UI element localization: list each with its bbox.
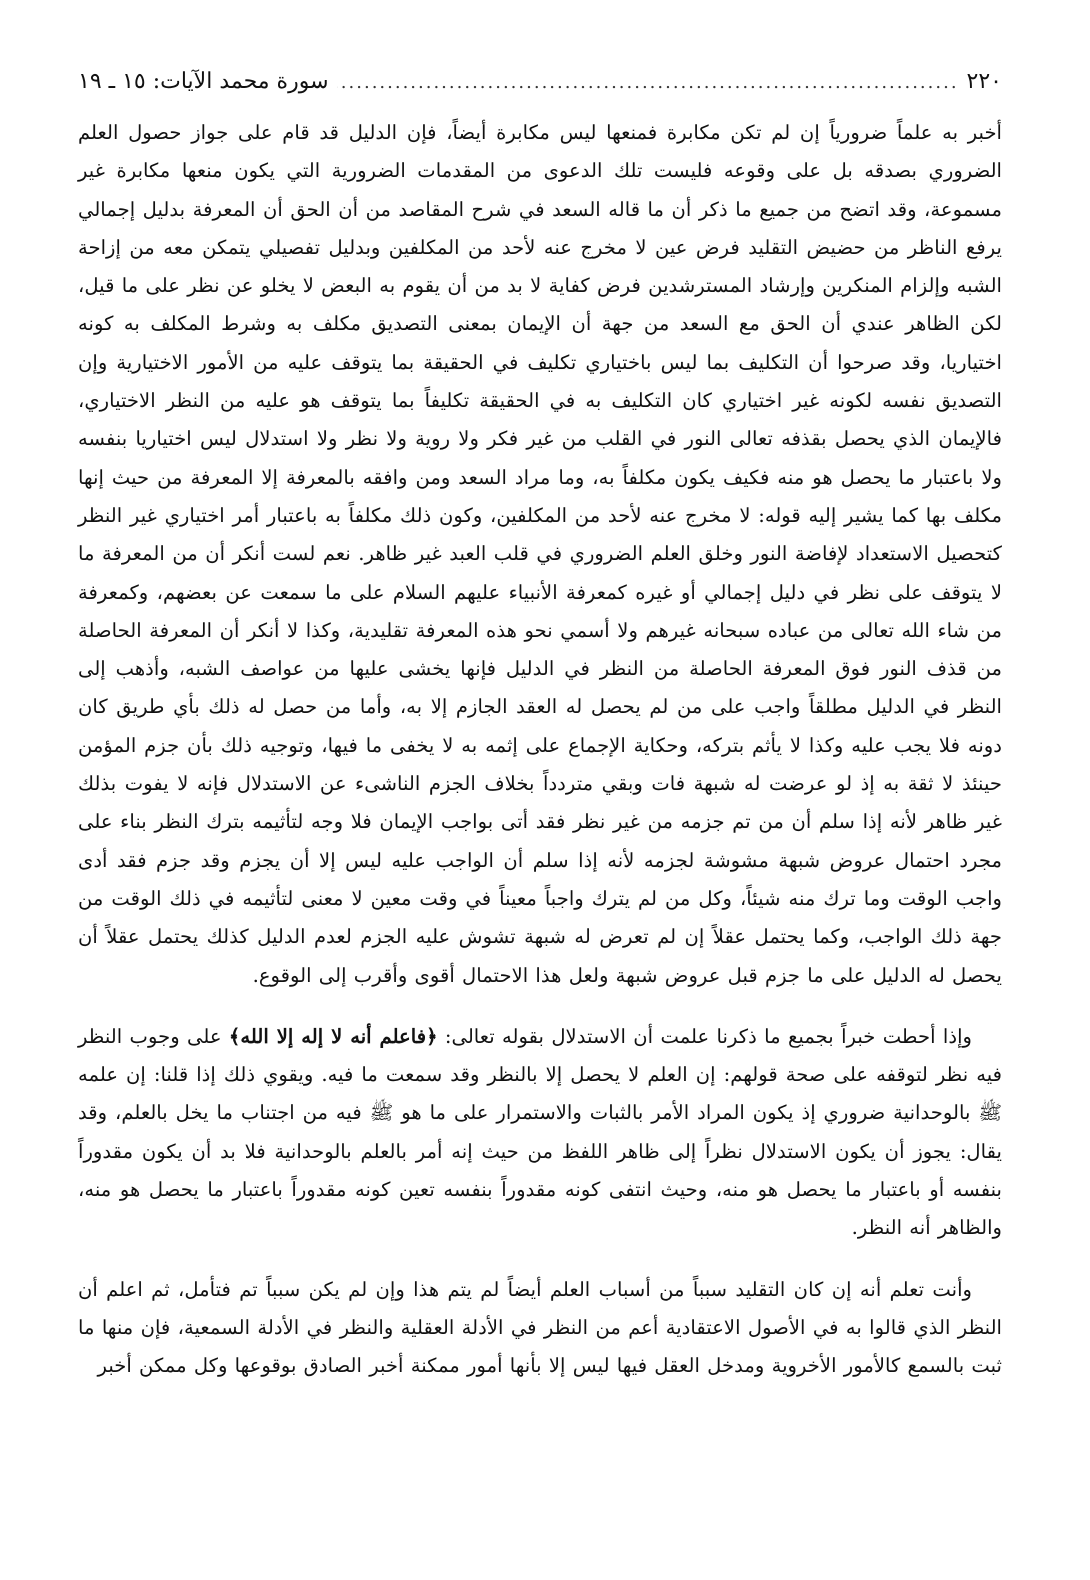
paragraph-gap (78, 995, 1002, 1018)
header-leader-dots (337, 63, 959, 103)
paragraph-3 (78, 1271, 1002, 1386)
page-number: ٢٢٠ (966, 69, 1002, 94)
paragraph-2-text-after: على وجوب النظر فيه نظر لتوقفه على صحة قولهم: إن العلم لا يحصل إلا بالنظر وقد سمعت ما فيه. ويقوي ذلك إذا قلنا: إن علمه ﷺ بالوحدانية ضروري إذ يكون المراد الأمر بالثبات والاستمرار على ما هو ﷺ فيه من اجتناب ما يخل بالعلم، وقد يقال: يجوز أن يكون الاستدلال نظراً إلى ظاهر اللفظ من حيث إنه أمر بالعلم بالوحدانية فلا بد أن يكون مقدوراً بنفسه أو باعتبار ما يحصل هو منه، وحيث انتفى كونه مقدوراً بنفسه تعين كونه مقدوراً باعتبار ما يحصل هو منه، والظاهر أنه النظر. (78, 1024, 1002, 1240)
running-title: سورة محمد الآيات: ١٥ ـ ١٩ (78, 69, 329, 94)
paragraph-gap (78, 1248, 1002, 1271)
paragraph-2 (78, 1018, 1002, 1248)
quran-verse: ﴿فاعلم أنه لا إله إلا الله﴾ (228, 1024, 438, 1048)
paragraph-1 (78, 114, 1002, 995)
paragraph-2-text-before: وإذا أحطت خبراً بجميع ما ذكرنا علمت أن الاستدلال بقوله تعالى: (437, 1024, 972, 1048)
page-header (78, 62, 1002, 114)
book-page (78, 62, 1002, 1386)
paragraph-3-text: وأنت تعلم أنه إن كان التقليد سبباً من أسباب العلم أيضاً لم يتم هذا وإن لم يكن سبباً تم فتأمل، ثم اعلم أن النظر الذي قالوا به في الأصول الاعتقادية أعم من النظر في الأدلة العقلية والنظر في الأدلة السمعية، فإن منها ما ثبت بالسمع كالأمور الأخروية ومدخل العقل فيها ليس إلا بأنها أمور ممكنة أخبر الصادق بوقوعها وكل ممكن أخبر (78, 1277, 1002, 1378)
paragraph-1-text: أخبر به علماً ضرورياً إن لم تكن مكابرة فمنعها ليس مكابرة أيضاً، فإن الدليل قد قام على جواز حصول العلم الضروري بصدقه بل على وقوعه فليست تلك الدعوى من المقدمات الضرورية التي يكون منعها مكابرة غير مسموعة، وقد اتضح من جميع ما ذكر أن ما قاله السعد في شرح المقاصد من أن الحق أن المعرفة بدليل إجمالي يرفع الناظر من حضيض التقليد فرض عين لا مخرج عنه لأحد من المكلفين وبدليل تفصيلي يتمكن معه من إزاحة الشبه وإلزام المنكرين وإرشاد المسترشدين فرض كفاية لا بد من أن يقوم به البعض لا يخلو عن نظر على ما قيل، لكن الظاهر عندي أن الحق مع السعد من جهة أن الإيمان بمعنى التصديق مكلف به وشرط المكلف به كونه اختياريا، وقد صرحوا أن التكليف بما ليس باختياري تكليف في الحقيقة بما يتوقف عليه من الأمور الاختيارية وإن التصديق نفسه لكونه غير اختياري كان التكليف به في الحقيقة تكليفاً بما يتوقف هو عليه من النظر الاختياري، فالإيمان الذي يحصل بقذفه تعالى النور في القلب من غير فكر ولا روية ولا نظر ولا استدلال ليس اختياريا بنفسه ولا باعتبار ما يحصل هو منه فكيف يكون مكلفاً به، وما مراد السعد ومن وافقه بالمعرفة إلا المعرفة من حيث إنها مكلف بها كما يشير إليه قوله: لا مخرج عنه لأحد من المكلفين، وكون ذلك مكلفاً به باعتبار أمر اختياري غير النظر كتحصيل الاستعداد لإفاضة النور وخلق العلم الضروري في قلب العبد غير ظاهر. نعم لست أنكر أن من المعرفة ما لا يتوقف على نظر في دليل إجمالي أو غيره كمعرفة الأنبياء عليهم السلام على ما سمعت عن بعضهم، وكمعرفة من شاء الله تعالى من عباده سبحانه غيرهم ولا أسمي نحو هذه المعرفة تقليدية، وكذا لا أنكر أن المعرفة الحاصلة من قذف النور فوق المعرفة الحاصلة من النظر في الدليل فإنها يخشى عليها من عواصف الشبه، وأذهب إلى النظر في الدليل مطلقاً واجب على من لم يحصل له العقد الجازم إلا به، وأما من حصل له ذلك بأي طريق كان دونه فلا يجب عليه وكذا لا يأثم بتركه، وحكاية الإجماع على إثمه به لا يخفى ما فيها، وتوجيه ذلك بأن جزم المؤمن حينئذ لا ثقة به إذ لو عرضت له شبهة فات وبقي متردداً بخلاف الجزم الناشىء عن الاستدلال فإنه لا يفوت بذلك غير ظاهر لأنه إذا سلم أن من تم جزمه من غير نظر فقد أتى بواجب الإيمان فلا وجه لتأثيمه بترك النظر بناء على مجرد احتمال عروض شبهة مشوشة لجزمه لأنه إذا سلم أن الواجب عليه ليس إلا أن يجزم وقد جزم فقد أدى واجب الوقت وما ترك منه شيئاً، وكل من لم يترك واجباً معيناً في وقت معين لا معنى لتأثيمه في ذلك الوقت من جهة ذلك الواجب، وكما يحتمل عقلاً إن لم تعرض له شبهة تشوش عليه الجزم لعدم الدليل كذلك يحتمل عقلاً أن يحصل له الدليل على ما جزم قبل عروض شبهة ولعل هذا الاحتمال أقوى وأقرب إلى الوقوع. (78, 121, 1002, 987)
